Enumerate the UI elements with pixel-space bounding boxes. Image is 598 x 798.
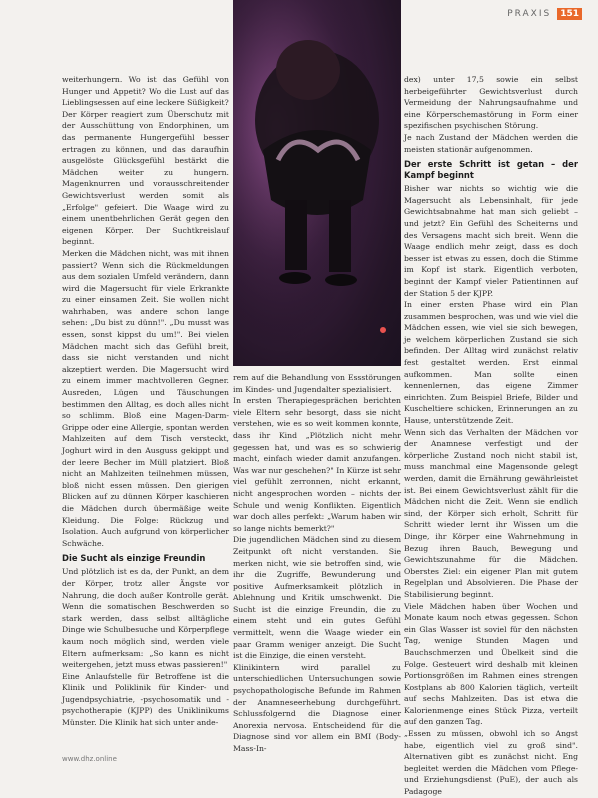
paragraph: In ersten Therapiegesprächen berichten viele Eltern sehr besorgt, dass sie nicht verstehen, wie es so weit kommen konnte, dass ihr Kind „Plötzlich nicht mehr gegessen hat, und was es so schwierig macht, einfach wieder damit anzufangen. Was war nur geschehen?" In Kürze ist sehr viel gefühlt zerronnen, nicht erkannt, nicht angesprochen worden – nichts der Schule und wenig Konflikten. Eigentlich war doch alles perfekt: „Warum haben wir so lange nichts bemerkt?" <box>233 396 402 533</box>
paragraph: dex) unter 17,5 sowie ein selbst herbeigeführter Gewichtsverlust durch Vermeidung der Nahrungsaufnahme und eine Körperschemastörung in Form einer spezifischen psychischen Störung. <box>404 75 578 131</box>
paragraph: Klinikintern wird parallel zu unterschiedlichen Untersuchungen sowie psychopathologische Befunde im Rahmen der Anamneseerhebung durchgeführt. Schlussfolgernd die Diagnose einer Anorexia nervosa. Entscheidend für die Diagnose sind vor allem ein BMI (Body-Mass-In- <box>233 662 401 753</box>
paragraph: „Essen zu müssen, obwohl ich so Angst habe, eigentlich viel zu groß sind". Alternativen gibt es zunächst nicht. Eng begleitet werden die Mädchen vom Pflege- und Erziehungsdienst (PuE), der auch als Padagoge <box>404 729 578 797</box>
crouching-figure-photo <box>233 0 401 366</box>
paragraph: Eine Anlaufstelle für Betroffene ist die Klinik und Poliklinik für Kinder- und Jugendpsychiatrie, -psychosomatik und -psychotherapie (KJPP) des Uniklinikums Münster. Die Klinik hat sich unter ande- <box>62 671 229 728</box>
paragraph: In einer ersten Phase wird ein Plan zusammen besprochen, was und wie viel die Mädchen essen, wie viel sie sich bewegen, je welchem körperlichen Zustand sie sich befinden. Der Alltag wird zunächst relativ fest gestaltet werden. Erst einmal aufkommen. Man sollte einen kennenlernen, das eigene Zimmer einrichten. Zum Beispiel Briefe, Bilder und Kuscheltiere schicken, Erinnerungen an zu Hause, unterstützende Zeit. <box>404 300 578 426</box>
text-column-2 <box>233 372 402 753</box>
paragraph: Bisher war nichts so wichtig wie die Magersucht als Lebensinhalt, für jede Gewichtsabnahme hat man sich geliebt – und jetzt? Ein Gefühl des Scheiterns und des Versagens macht sich breit. Wenn die Waage endlich mehr zeigt, dass es doch besser ist etwas zu essen, doch die Stimme im Kopf ist stark. Eigentlich verboten, beginnt der Kampf vieler Patientinnen auf der Station 5 der KJPP. <box>404 184 578 298</box>
paragraph: weiterhungern. Wo ist das Gefühl von Hunger und Appetit? Wo die Lust auf das Lieblingsessen auf eine leckere Süßigkeit? <box>62 75 229 108</box>
page-number: 151 <box>557 8 582 20</box>
footer-url: www.dhz.online <box>62 755 117 763</box>
text-column-3 <box>404 74 578 797</box>
paragraph: Wenn sich das Verhalten der Mädchen vor der Anamnese verfestigt und der körperliche Zustand noch nicht stabil ist, muss manchmal eine Magensonde gelegt werden, damit die Ernährung gewährleistet ist. Bei einem Gewichtsverlust zählt für die Mädchen nicht die Zeit. Wenn sie endlich sind, der Körper sich erholt, Schritt für Schritt wieder lernt ihr Wissen um die Dinge, ihr Körper eine Wahrnehmung in Bezug ihren Bauch, Bewegung und Gewichtszunahme für die Mädchen. Oberstes Ziel: ein eigener Plan mit gutem Regelplan und Absolvieren. Die Phase der Stabilisierung beginnt. <box>404 427 578 599</box>
paragraph: Die jugendlichen Mädchen sind zu diesem Zeitpunkt oft nicht verstanden. Sie merken nicht, wie sie betroffen sind, wie ihr die Zugriffe, Bewunderung und positive Aufmerksamkeit plötzlich in Ablehnung und Kritik umschwenkt. Die Sucht ist die einzige Freundin, die zu einem steht und ein gutes Gefühl vermittelt, wenn die Waage wieder ein paar Gramm weniger anzeigt. Die Sucht ist die Einzige, die einen versteht. <box>233 535 401 661</box>
paragraph: Merken die Mädchen nicht, was mit ihnen passiert? Wenn sich die Rückmeldungen aus dem sozialen Umfeld verändern, dann wird die Magersucht für viele Erkrankte zu einer einsamen Zeit. Sie wollen nicht wahrhaben, was andere schon lange sehen: „Du bist zu dünn!". „Du musst was essen, sonst kippst du um!". Bei vielen Mädchen macht sich das Gefühl breit, dass sie nicht verstanden und nicht akzeptiert werden. Die Magersucht wird zu einem immer machtvolleren Gegner. Ausreden, Lügen und Täuschungen bestimmen den Alltag, es doch alles nicht so schlimm. Bloß eine Magen-Darm-Grippe oder eine Allergie, spontan werden Mahlzeiten auf dem Tisch versteckt, Joghurt wird in den Ausguss gekippt und der leere Becher im Müll platziert. Bloß nicht an Mahlzeiten teilnehmen müssen, bloß nicht essen müssen. Den gierigen Blicken auf zu dünnen Körper kaschieren die Mädchen durch übermäßige weite Kleidung. Die Folge: Rückzug und Isolation. Auch aufgrund von körperlicher Schwäche. <box>62 248 229 548</box>
section-heading: Die Sucht als einzige Freundin <box>62 553 206 564</box>
section-heading: Der erste Schritt ist getan – der Kampf beginnt <box>404 159 578 181</box>
paragraph: Je nach Zustand der Mädchen werden die meisten stationär aufgenommen. <box>404 132 578 154</box>
text-column-1 <box>62 74 229 734</box>
page-header <box>507 8 582 20</box>
paragraph: Und plötzlich ist es da, der Punkt, an dem der Körper, trotz aller Ängste vor Nahrung, die doch außer Kontrolle gerät. Wenn die somatischen Beschwerden so stark werden, dass selbst alltägliche Dinge wie Schulbesuche und Körperpflege kaum noch möglich sind, werden viele Eltern aufmerksam: „So kann es nicht weitergehen, jetzt muss etwas passieren!" <box>62 567 229 670</box>
paragraph: Viele Mädchen haben über Wochen und Monate kaum noch etwas gegessen. Schon ein Glas Wasser ist soviel für den nächsten Tag, wenige Stunden Magen und Bauchschmerzen und Übelkeit sind die Folge. Gesteuert wird deshalb mit kleinen Portionsgrößen im Rahmen eines strengen Kostplans ab 800 Kalorien täglich, verteilt auf sechs Mahlzeiten. Das ist etwa die Kalorienmenge eines Stück Pizza, verteilt auf den ganzen Tag. <box>404 601 578 727</box>
section-label: PRAXIS <box>507 9 552 19</box>
paragraph: rem auf die Behandlung von Essstörungen im Kindes- und Jugendalter spezialisiert. <box>233 373 401 394</box>
paragraph: Der Körper reagiert zum Überschutz mit der Ausschüttung von Endorphinen, um das permanente Hungergefühl besser ertragen zu können, und das daraufhin ausgelöste Glücksgefühl bestärkt die Mädchen weiter zu hungern. Magenknurren und vorausschreitender Gewichtsverlust werden somit als „Erfolge" gefeiert. Die Waage wird zu einem unentbehrlichen Gerät gegen den eigenen Körper. Der Suchtkreislauf beginnt. <box>62 109 229 247</box>
